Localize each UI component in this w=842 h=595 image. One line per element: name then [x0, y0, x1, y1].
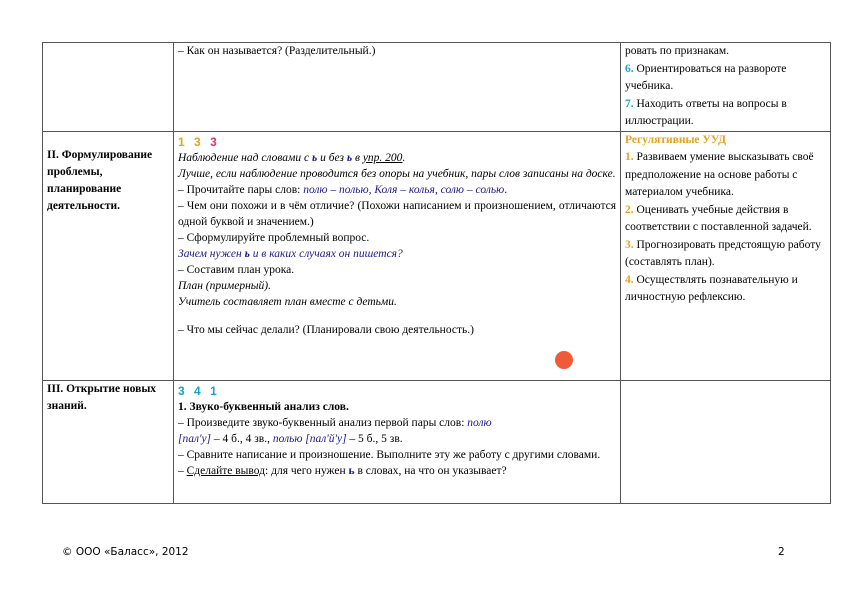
marker-dot: [555, 351, 573, 369]
uud-item-text: Оценивать учебные действия в соответствии с поставленной задачей.: [625, 203, 812, 233]
uud-item-number: 2.: [625, 203, 634, 216]
plan-line: – Составим план урока.: [178, 263, 295, 276]
uud-cell: [621, 43, 831, 132]
uud-cell: [621, 380, 831, 503]
rating-digit: 1: [210, 383, 220, 398]
uud-item: [625, 43, 826, 61]
compare-line: – Сравните написание и произношение. Выполните эту же работу с другими словами.: [178, 448, 601, 461]
content-cell: [174, 380, 621, 503]
plan-sample: План (примерный).: [178, 279, 272, 292]
question-line: – Сформулируйте проблемный вопрос.: [178, 231, 370, 244]
rating-digit: 4: [194, 383, 204, 398]
table-row: [43, 43, 831, 132]
content-line: – Как он называется? (Разделительный.): [178, 45, 376, 57]
problem-question: Зачем нужен ь и в каких случаях он пишется?: [178, 247, 403, 260]
table-row: [43, 380, 831, 503]
uud-title: Регулятивные УУД: [625, 133, 727, 146]
footer-copyright: © ООО «Баласс», 2012: [62, 546, 189, 558]
rating-digit: 1: [178, 134, 188, 149]
uud-item-number: 4.: [625, 273, 634, 286]
question-line: – Чем они похожи и в чём отличие? (Похожи написанием и произношением, отличаются одной буквой и значением.): [178, 199, 616, 228]
uud-cell: [621, 131, 831, 380]
table-row: [43, 131, 831, 380]
rating-digit: 3: [194, 134, 204, 149]
stage-cell: III. Открытие новых знаний.: [43, 380, 174, 503]
stage-cell: [43, 131, 174, 380]
uud-item-number: 7.: [625, 97, 634, 110]
uud-item: [625, 96, 826, 131]
uud-item-text: Прогнозировать предстоящую работу (составлять план).: [625, 238, 821, 268]
uud-item: [625, 61, 826, 96]
teacher-note: Лучше, если наблюдение проводится без опоры на учебник, пары слов записаны на доске.: [178, 167, 616, 180]
uud-item-text: Развиваем умение высказывать своё предположение на основе работы с материалом учебника.: [625, 151, 814, 198]
uud-item-number: 3.: [625, 238, 634, 251]
uud-item: [625, 237, 826, 272]
uud-item-text: Осуществлять познавательную и личностную рефлексию.: [625, 273, 798, 303]
rating-digit: 3: [210, 134, 220, 149]
rating: [178, 383, 616, 399]
analysis-line: – Произведите звуко-буквенный анализ первой пары слов: полю [пал'у] – 4 б., 4 зв., полью [пал'й'у] – 5 б., 5 зв.: [178, 416, 492, 445]
uud-item-text: ровать по признакам.: [625, 45, 730, 57]
exercise-link: упр. 200: [362, 151, 403, 164]
uud-item-number: 6.: [625, 62, 634, 75]
uud-item: [625, 272, 826, 307]
uud-item-text: Ориентироваться на развороте учебника.: [625, 62, 787, 92]
content-cell: [174, 131, 621, 380]
stage-title: II. Формулирование проблемы, планирование деятельности.: [47, 148, 153, 212]
word-pairs: полю – полью, Коля – колья, солю – солью: [303, 183, 505, 196]
teacher-note: Учитель составляет план вместе с детьми.: [178, 295, 397, 308]
page-number: 2: [778, 546, 785, 558]
rating-digit: 3: [178, 383, 188, 398]
uud-item-text: Находить ответы на вопросы в иллюстрации.: [625, 97, 787, 127]
section-heading: 1. Звуко-буквенный анализ слов.: [178, 400, 349, 413]
lesson-table: [42, 42, 831, 504]
read-line: – Прочитайте пары слов: полю – полью, Коля – колья, солю – солью.: [178, 183, 508, 196]
uud-item: [625, 149, 826, 202]
content-cell: [174, 43, 621, 132]
uud-item: [625, 202, 826, 237]
rating: [178, 134, 616, 150]
reflection-line: – Что мы сейчас делали? (Планировали свою деятельность.): [178, 323, 474, 336]
conclusion-line: – Сделайте вывод: для чего нужен ь в словах, на что он указывает?: [178, 464, 507, 477]
stage-cell: [43, 43, 174, 132]
observation-line: Наблюдение над словами с ь и без ь в упр. 200.: [178, 151, 406, 164]
uud-item-number: 1.: [625, 151, 634, 163]
